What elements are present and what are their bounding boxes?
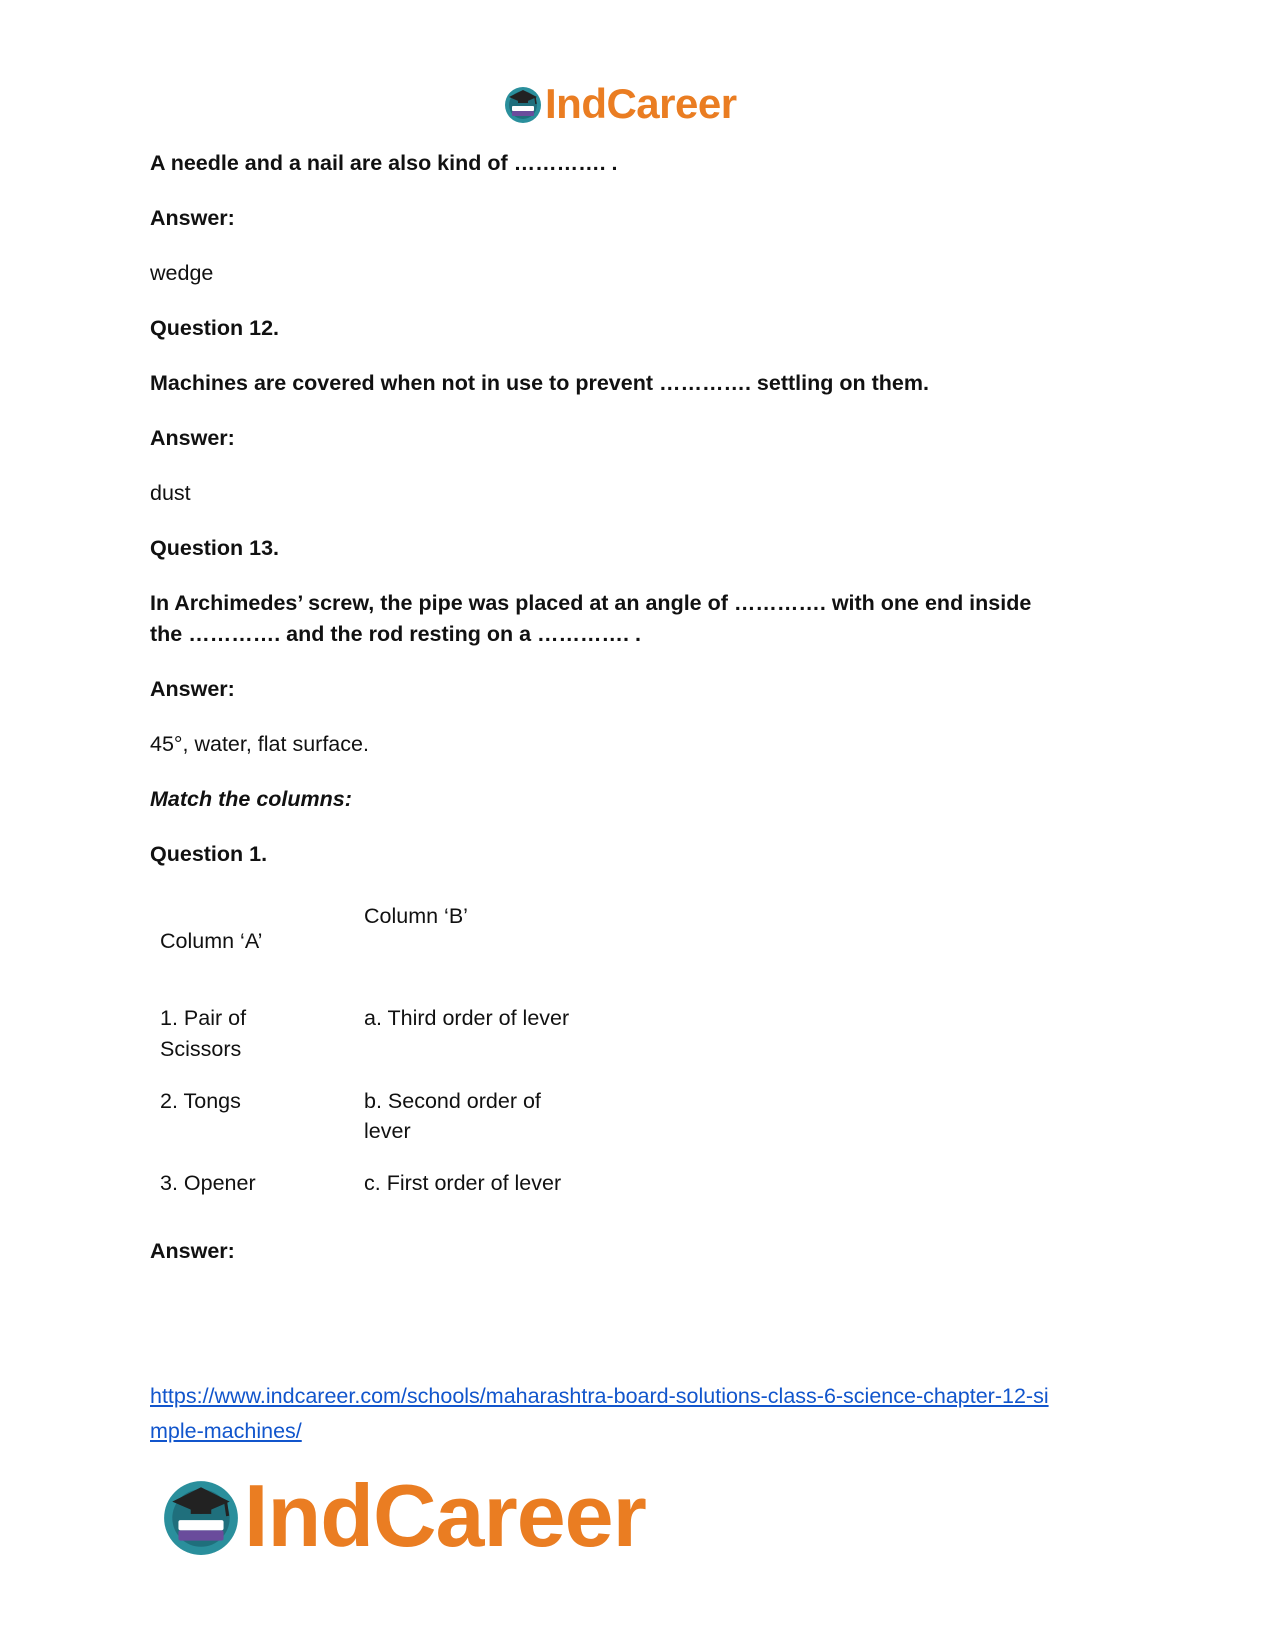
brand-wordmark: IndCareer <box>545 80 737 127</box>
answer-label: Answer: <box>150 206 235 230</box>
answer-text: wedge <box>150 261 214 285</box>
source-link-line-2[interactable]: mple-machines/ <box>150 1419 302 1443</box>
column-a-cell: 1. Pair of <box>160 1006 247 1030</box>
answer-label: Answer: <box>150 677 235 701</box>
graduation-globe-icon <box>503 84 543 124</box>
question-12-label: Question 12. <box>150 316 280 340</box>
answer-label: Answer: <box>150 426 235 450</box>
column-b-cell: b. Second order of <box>364 1089 541 1113</box>
footer-logo <box>160 1468 646 1564</box>
column-a-cell: 2. Tongs <box>160 1089 241 1113</box>
question-13-text-line-2: the …………. and the rod resting on a …………. . <box>150 622 641 646</box>
column-a-cell: Scissors <box>160 1037 242 1061</box>
column-b-header: Column ‘B’ <box>364 904 468 928</box>
answer-label: Answer: <box>150 1239 235 1263</box>
question-12-text: Machines are covered when not in use to prevent …………. settling on them. <box>150 371 929 395</box>
column-a-header: Column ‘A’ <box>160 929 263 953</box>
answer-text: dust <box>150 481 191 505</box>
section-heading: Match the columns: <box>150 787 352 811</box>
graduation-globe-icon <box>160 1475 242 1557</box>
brand-wordmark: IndCareer <box>244 1466 646 1565</box>
question-11-text: A needle and a nail are also kind of …………. . <box>150 151 618 175</box>
question-13-text-line-1: In Archimedes’ screw, the pipe was placed at an angle of …………. with one end inside <box>150 591 1032 615</box>
source-link-line-1[interactable]: https://www.indcareer.com/schools/maharashtra-board-solutions-class-6-science-chapter-12-si <box>150 1384 1049 1408</box>
header-logo <box>503 80 737 128</box>
question-13-label: Question 13. <box>150 536 280 560</box>
answer-text: 45°, water, flat surface. <box>150 732 369 756</box>
match-question-1-label: Question 1. <box>150 842 268 866</box>
column-a-cell: 3. Opener <box>160 1171 256 1195</box>
column-b-cell: c. First order of lever <box>364 1171 562 1195</box>
column-b-cell: lever <box>364 1119 411 1143</box>
column-b-cell: a. Third order of lever <box>364 1006 570 1030</box>
